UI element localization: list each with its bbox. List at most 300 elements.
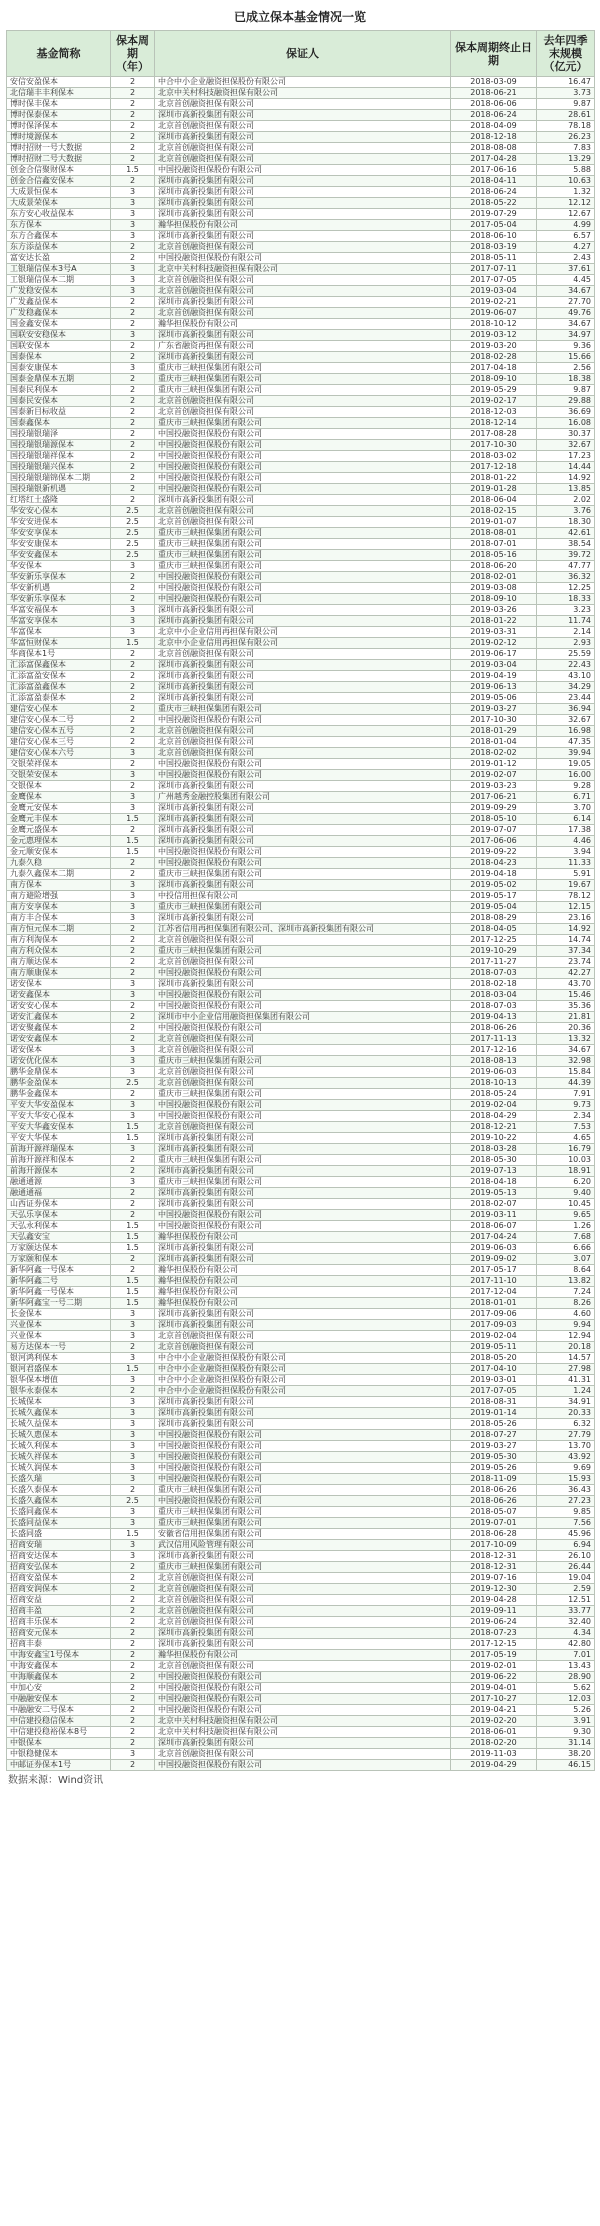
end-date-cell: 2018-03-28 <box>451 1144 537 1155</box>
scale-cell: 2.14 <box>537 627 595 638</box>
scale-cell: 42.80 <box>537 1639 595 1650</box>
scale-cell: 7.56 <box>537 1518 595 1529</box>
guarantor-cell: 安徽省信用担保集团有限公司 <box>155 1529 451 1540</box>
guarantor-cell: 北京中小企业信用再担保有限公司 <box>155 638 451 649</box>
fund-name-cell: 南方保本 <box>7 880 111 891</box>
end-date-cell: 2018-07-23 <box>451 1628 537 1639</box>
scale-cell: 34.67 <box>537 286 595 297</box>
fund-name-cell: 国泰鑫保本 <box>7 418 111 429</box>
period-cell: 1.5 <box>111 847 155 858</box>
guarantor-cell: 重庆市三峡担保集团有限公司 <box>155 704 451 715</box>
scale-cell: 44.39 <box>537 1078 595 1089</box>
period-cell: 3 <box>111 1353 155 1364</box>
table-row <box>7 1639 595 1650</box>
scale-cell: 19.67 <box>537 880 595 891</box>
table-row <box>7 1353 595 1364</box>
fund-name-cell: 国投瑞银瑞锦保本二期 <box>7 473 111 484</box>
period-cell: 2 <box>111 374 155 385</box>
table-row <box>7 1375 595 1386</box>
table-row <box>7 187 595 198</box>
header-end-date: 保本周期终止日期 <box>451 31 537 77</box>
fund-name-cell: 工银瑞信保本3号A <box>7 264 111 275</box>
end-date-cell: 2018-12-21 <box>451 1122 537 1133</box>
guarantor-cell: 重庆市三峡担保集团有限公司 <box>155 1485 451 1496</box>
table-row <box>7 814 595 825</box>
table-row <box>7 759 595 770</box>
period-cell: 2 <box>111 1650 155 1661</box>
scale-cell: 18.38 <box>537 374 595 385</box>
table-row <box>7 1254 595 1265</box>
period-cell: 2 <box>111 1716 155 1727</box>
end-date-cell: 2018-06-24 <box>451 110 537 121</box>
period-cell: 3 <box>111 1045 155 1056</box>
guarantor-cell: 中国投融资担保股份有限公司 <box>155 1100 451 1111</box>
fund-name-cell: 博时招财一号大数据 <box>7 143 111 154</box>
guarantor-cell: 重庆市三峡担保集团有限公司 <box>155 418 451 429</box>
table-row <box>7 561 595 572</box>
scale-cell: 6.32 <box>537 1419 595 1430</box>
scale-cell: 39.94 <box>537 748 595 759</box>
table-row <box>7 396 595 407</box>
guarantor-cell: 中国投融资担保股份有限公司 <box>155 1452 451 1463</box>
fund-name-cell: 华安安进保本 <box>7 517 111 528</box>
end-date-cell: 2019-04-21 <box>451 1705 537 1716</box>
table-row <box>7 341 595 352</box>
period-cell: 1.5 <box>111 638 155 649</box>
scale-cell: 20.18 <box>537 1342 595 1353</box>
period-cell: 2 <box>111 825 155 836</box>
guarantor-cell: 北京首创融资担保有限公司 <box>155 1331 451 1342</box>
period-cell: 3 <box>111 286 155 297</box>
table-row <box>7 1221 595 1232</box>
scale-cell: 34.29 <box>537 682 595 693</box>
guarantor-cell: 深圳市高新投集团有限公司 <box>155 1133 451 1144</box>
scale-cell: 23.44 <box>537 693 595 704</box>
scale-cell: 33.77 <box>537 1606 595 1617</box>
period-cell: 2 <box>111 462 155 473</box>
table-row <box>7 1144 595 1155</box>
guarantor-cell: 重庆市三峡担保集团有限公司 <box>155 902 451 913</box>
guarantor-cell: 北京首创融资担保有限公司 <box>155 1045 451 1056</box>
period-cell: 3 <box>111 1100 155 1111</box>
guarantor-cell: 深圳市高新投集团有限公司 <box>155 1188 451 1199</box>
fund-name-cell: 汇添富盈泰保本 <box>7 693 111 704</box>
fund-name-cell: 交银荣安保本 <box>7 770 111 781</box>
end-date-cell: 2019-03-04 <box>451 660 537 671</box>
end-date-cell: 2019-03-01 <box>451 1375 537 1386</box>
end-date-cell: 2018-10-13 <box>451 1078 537 1089</box>
end-date-cell: 2019-01-07 <box>451 517 537 528</box>
period-cell: 3 <box>111 1111 155 1122</box>
guarantor-cell: 中国投融资担保股份有限公司 <box>155 759 451 770</box>
guarantor-cell: 中国投融资担保股份有限公司 <box>155 1760 451 1771</box>
guarantor-cell: 北京首创融资担保有限公司 <box>155 1067 451 1078</box>
end-date-cell: 2019-02-01 <box>451 1661 537 1672</box>
scale-cell: 3.23 <box>537 605 595 616</box>
guarantor-cell: 中国投融资担保股份有限公司 <box>155 1705 451 1716</box>
table-row <box>7 1507 595 1518</box>
period-cell: 3 <box>111 330 155 341</box>
end-date-cell: 2019-01-14 <box>451 1408 537 1419</box>
table-row <box>7 407 595 418</box>
scale-cell: 12.94 <box>537 1331 595 1342</box>
end-date-cell: 2019-02-17 <box>451 396 537 407</box>
table-title: 已成立保本基金情况一览 <box>233 10 366 24</box>
end-date-cell: 2018-10-12 <box>451 319 537 330</box>
guarantor-cell: 北京中关村科技融资担保有限公司 <box>155 88 451 99</box>
scale-cell: 38.54 <box>537 539 595 550</box>
guarantor-cell: 中国投融资担保股份有限公司 <box>155 968 451 979</box>
end-date-cell: 2019-04-13 <box>451 1012 537 1023</box>
fund-name-cell: 北信瑞丰丰利保本 <box>7 88 111 99</box>
table-row <box>7 176 595 187</box>
period-cell: 2 <box>111 88 155 99</box>
guarantor-cell: 重庆市三峡担保集团有限公司 <box>155 385 451 396</box>
fund-name-cell: 国泰民安保本 <box>7 396 111 407</box>
period-cell: 1.5 <box>111 1529 155 1540</box>
fund-name-cell: 中海安鑫宝1号保本 <box>7 1650 111 1661</box>
table-row <box>7 1474 595 1485</box>
end-date-cell: 2019-09-11 <box>451 1606 537 1617</box>
fund-name-cell: 国投瑞银瑞源保本 <box>7 440 111 451</box>
period-cell: 3 <box>111 1408 155 1419</box>
guarantor-cell: 瀚华担保股份有限公司 <box>155 1287 451 1298</box>
scale-cell: 32.40 <box>537 1617 595 1628</box>
guarantor-cell: 北京首创融资担保有限公司 <box>155 726 451 737</box>
scale-cell: 16.00 <box>537 770 595 781</box>
scale-cell: 14.57 <box>537 1353 595 1364</box>
table-row <box>7 1078 595 1089</box>
fund-name-cell: 华富安享保本 <box>7 616 111 627</box>
scale-cell: 4.34 <box>537 1628 595 1639</box>
guarantor-cell: 深圳市高新投集团有限公司 <box>155 682 451 693</box>
guarantor-cell: 深圳市高新投集团有限公司 <box>155 1738 451 1749</box>
table-row <box>7 594 595 605</box>
scale-cell: 34.67 <box>537 1045 595 1056</box>
scale-cell: 9.85 <box>537 1507 595 1518</box>
fund-name-cell: 国联安安稳保本 <box>7 330 111 341</box>
guarantor-cell: 深圳市高新投集团有限公司 <box>155 1639 451 1650</box>
scale-cell: 7.24 <box>537 1287 595 1298</box>
period-cell: 3 <box>111 1474 155 1485</box>
fund-name-cell: 金鹰元盛保本 <box>7 825 111 836</box>
period-cell: 2 <box>111 308 155 319</box>
fund-name-cell: 诺安优化保本 <box>7 1056 111 1067</box>
guarantor-cell: 重庆市三峡担保集团有限公司 <box>155 561 451 572</box>
table-row <box>7 1738 595 1749</box>
fund-name-cell: 平安大华保本 <box>7 1133 111 1144</box>
scale-cell: 4.45 <box>537 275 595 286</box>
period-cell: 3 <box>111 1375 155 1386</box>
fund-name-cell: 南方丰合保本 <box>7 913 111 924</box>
guarantor-cell: 深圳市高新投集团有限公司 <box>155 297 451 308</box>
scale-cell: 9.40 <box>537 1188 595 1199</box>
period-cell: 2 <box>111 1199 155 1210</box>
period-cell: 2 <box>111 1628 155 1639</box>
guarantor-cell: 北京首创融资担保有限公司 <box>155 1749 451 1760</box>
guarantor-cell: 深圳市高新投集团有限公司 <box>155 1408 451 1419</box>
guarantor-cell: 深圳市高新投集团有限公司 <box>155 231 451 242</box>
end-date-cell: 2019-07-29 <box>451 209 537 220</box>
fund-name-cell: 招商丰泰 <box>7 1639 111 1650</box>
period-cell: 1.5 <box>111 165 155 176</box>
table-row <box>7 1760 595 1771</box>
table-row <box>7 1672 595 1683</box>
guarantor-cell: 深圳市高新投集团有限公司 <box>155 979 451 990</box>
scale-cell: 47.77 <box>537 561 595 572</box>
guarantor-cell: 北京首创融资担保有限公司 <box>155 275 451 286</box>
scale-cell: 38.20 <box>537 1749 595 1760</box>
table-row <box>7 1210 595 1221</box>
guarantor-cell: 瀚华担保股份有限公司 <box>155 319 451 330</box>
fund-name-cell: 融通通福 <box>7 1188 111 1199</box>
scale-cell: 12.03 <box>537 1694 595 1705</box>
guarantor-cell: 中国投融资担保股份有限公司 <box>155 583 451 594</box>
end-date-cell: 2019-05-30 <box>451 1452 537 1463</box>
table-row <box>7 1045 595 1056</box>
end-date-cell: 2019-04-29 <box>451 1760 537 1771</box>
period-cell: 2 <box>111 1155 155 1166</box>
period-cell: 2 <box>111 154 155 165</box>
end-date-cell: 2018-06-04 <box>451 495 537 506</box>
guarantor-cell: 北京首创融资担保有限公司 <box>155 121 451 132</box>
scale-cell: 27.98 <box>537 1364 595 1375</box>
scale-cell: 11.33 <box>537 858 595 869</box>
table-row <box>7 616 595 627</box>
table-row <box>7 660 595 671</box>
scale-cell: 27.23 <box>537 1496 595 1507</box>
end-date-cell: 2019-05-02 <box>451 880 537 891</box>
fund-name-cell: 鹏华金鼎保本 <box>7 1067 111 1078</box>
scale-cell: 14.44 <box>537 462 595 473</box>
period-cell: 2 <box>111 869 155 880</box>
end-date-cell: 2019-03-11 <box>451 1210 537 1221</box>
guarantor-cell: 重庆市三峡担保集团有限公司 <box>155 869 451 880</box>
table-row <box>7 242 595 253</box>
guarantor-cell: 广州越秀金融控股集团有限公司 <box>155 792 451 803</box>
scale-cell: 2.56 <box>537 363 595 374</box>
fund-name-cell: 华安安享保本 <box>7 528 111 539</box>
fund-name-cell: 天弘永利保本 <box>7 1221 111 1232</box>
guarantor-cell: 深圳市高新投集团有限公司 <box>155 1199 451 1210</box>
guarantor-cell: 深圳市高新投集团有限公司 <box>155 825 451 836</box>
table-row <box>7 1276 595 1287</box>
guarantor-cell: 重庆市三峡担保集团有限公司 <box>155 363 451 374</box>
end-date-cell: 2017-04-18 <box>451 363 537 374</box>
period-cell: 2 <box>111 968 155 979</box>
end-date-cell: 2018-05-30 <box>451 1155 537 1166</box>
scale-cell: 3.07 <box>537 1254 595 1265</box>
table-row <box>7 77 595 88</box>
guarantor-cell: 深圳市高新投集团有限公司 <box>155 495 451 506</box>
scale-cell: 15.84 <box>537 1067 595 1078</box>
period-cell: 2 <box>111 396 155 407</box>
end-date-cell: 2019-02-12 <box>451 638 537 649</box>
fund-name-cell: 国金鑫安保本 <box>7 319 111 330</box>
end-date-cell: 2018-04-09 <box>451 121 537 132</box>
fund-name-cell: 中银保本 <box>7 1738 111 1749</box>
fund-name-cell: 前海开源祥瑞保本 <box>7 1144 111 1155</box>
table-row <box>7 1705 595 1716</box>
guarantor-cell: 中国投融资担保股份有限公司 <box>155 1023 451 1034</box>
period-cell: 2 <box>111 1760 155 1771</box>
scale-cell: 13.70 <box>537 1441 595 1452</box>
guarantor-cell: 深圳市高新投集团有限公司 <box>155 660 451 671</box>
fund-name-cell: 国泰安康保本 <box>7 363 111 374</box>
fund-name-cell: 中海顺鑫保本 <box>7 1672 111 1683</box>
period-cell: 2 <box>111 418 155 429</box>
guarantor-cell: 重庆市三峡担保集团有限公司 <box>155 946 451 957</box>
fund-name-cell: 华安新乐享保本 <box>7 572 111 583</box>
period-cell: 2 <box>111 1606 155 1617</box>
scale-cell: 9.30 <box>537 1727 595 1738</box>
end-date-cell: 2018-08-31 <box>451 1397 537 1408</box>
period-cell: 3 <box>111 1551 155 1562</box>
guarantor-cell: 北京首创融资担保有限公司 <box>155 748 451 759</box>
guarantor-cell: 深圳市高新投集团有限公司 <box>155 1628 451 1639</box>
scale-cell: 9.87 <box>537 99 595 110</box>
end-date-cell: 2018-08-29 <box>451 913 537 924</box>
end-date-cell: 2018-02-15 <box>451 506 537 517</box>
period-cell: 1.5 <box>111 1232 155 1243</box>
fund-name-cell: 华安安心保本 <box>7 506 111 517</box>
scale-cell: 5.88 <box>537 165 595 176</box>
table-row <box>7 1364 595 1375</box>
guarantor-cell: 中国投融资担保股份有限公司 <box>155 484 451 495</box>
guarantor-cell: 重庆市三峡担保集团有限公司 <box>155 1089 451 1100</box>
end-date-cell: 2018-05-16 <box>451 550 537 561</box>
guarantor-cell: 重庆市三峡担保集团有限公司 <box>155 550 451 561</box>
scale-cell: 36.94 <box>537 704 595 715</box>
period-cell: 2 <box>111 1188 155 1199</box>
guarantor-cell: 广东省融资再担保有限公司 <box>155 341 451 352</box>
fund-name-cell: 南方避险增强 <box>7 891 111 902</box>
fund-name-cell: 万家颐达保本 <box>7 1243 111 1254</box>
end-date-cell: 2017-07-05 <box>451 275 537 286</box>
end-date-cell: 2018-08-01 <box>451 528 537 539</box>
table-row <box>7 220 595 231</box>
fund-name-cell: 国泰保本 <box>7 352 111 363</box>
period-cell: 3 <box>111 880 155 891</box>
end-date-cell: 2018-07-01 <box>451 539 537 550</box>
table-row <box>7 1628 595 1639</box>
end-date-cell: 2019-03-20 <box>451 341 537 352</box>
guarantor-cell: 中国投融资担保股份有限公司 <box>155 1474 451 1485</box>
end-date-cell: 2017-10-30 <box>451 440 537 451</box>
guarantor-cell: 北京首创融资担保有限公司 <box>155 99 451 110</box>
table-row <box>7 264 595 275</box>
period-cell: 1.5 <box>111 1221 155 1232</box>
fund-name-cell: 天弘鑫安宝 <box>7 1232 111 1243</box>
table-row <box>7 627 595 638</box>
end-date-cell: 2018-01-22 <box>451 473 537 484</box>
end-date-cell: 2019-04-28 <box>451 1595 537 1606</box>
table-row <box>7 1562 595 1573</box>
table-row <box>7 1650 595 1661</box>
fund-name-cell: 中融融安保本 <box>7 1694 111 1705</box>
scale-cell: 2.93 <box>537 638 595 649</box>
guarantor-cell: 北京首创融资担保有限公司 <box>155 1342 451 1353</box>
period-cell: 2 <box>111 297 155 308</box>
guarantor-cell: 北京首创融资担保有限公司 <box>155 396 451 407</box>
guarantor-cell: 中国投融资担保股份有限公司 <box>155 715 451 726</box>
fund-name-cell: 诺安鑫保本 <box>7 990 111 1001</box>
fund-name-cell: 天弘乐享保本 <box>7 1210 111 1221</box>
fund-name-cell: 广发鑫益保本 <box>7 297 111 308</box>
scale-cell: 6.57 <box>537 231 595 242</box>
period-cell: 2.5 <box>111 539 155 550</box>
period-cell: 2 <box>111 715 155 726</box>
end-date-cell: 2019-06-03 <box>451 1243 537 1254</box>
fund-name-cell: 中银稳健保本 <box>7 1749 111 1760</box>
guarantor-cell: 北京首创融资担保有限公司 <box>155 1661 451 1672</box>
end-date-cell: 2018-11-09 <box>451 1474 537 1485</box>
table-row <box>7 924 595 935</box>
scale-cell: 19.04 <box>537 1573 595 1584</box>
period-cell: 2 <box>111 1694 155 1705</box>
table-row <box>7 550 595 561</box>
table-row <box>7 836 595 847</box>
end-date-cell: 2018-04-11 <box>451 176 537 187</box>
fund-name-cell: 新华阿鑫二号 <box>7 1276 111 1287</box>
table-row <box>7 297 595 308</box>
table-row <box>7 1683 595 1694</box>
period-cell: 3 <box>111 209 155 220</box>
fund-name-cell: 博时保泽保本 <box>7 121 111 132</box>
table-row <box>7 957 595 968</box>
guarantor-cell: 北京首创融资担保有限公司 <box>155 517 451 528</box>
guarantor-cell: 深圳市高新投集团有限公司 <box>155 1320 451 1331</box>
fund-name-cell: 招商安益 <box>7 1595 111 1606</box>
table-row <box>7 330 595 341</box>
table-row <box>7 1386 595 1397</box>
fund-name-cell: 中邮证券保本1号 <box>7 1760 111 1771</box>
scale-cell: 27.79 <box>537 1430 595 1441</box>
fund-name-cell: 长城久益保本 <box>7 1419 111 1430</box>
table-row <box>7 110 595 121</box>
fund-name-cell: 诺安聚鑫保本 <box>7 1023 111 1034</box>
guarantor-cell: 深圳市高新投集团有限公司 <box>155 803 451 814</box>
scale-cell: 4.27 <box>537 242 595 253</box>
guarantor-cell: 北京首创融资担保有限公司 <box>155 649 451 660</box>
end-date-cell: 2019-09-29 <box>451 803 537 814</box>
table-row <box>7 825 595 836</box>
scale-cell: 7.91 <box>537 1089 595 1100</box>
period-cell: 3 <box>111 902 155 913</box>
guarantor-cell: 深圳市高新投集团有限公司 <box>155 1254 451 1265</box>
guarantor-cell: 深圳市高新投集团有限公司 <box>155 209 451 220</box>
fund-name-cell: 招商丰乐保本 <box>7 1617 111 1628</box>
scale-cell: 47.35 <box>537 737 595 748</box>
period-cell: 3 <box>111 990 155 1001</box>
end-date-cell: 2018-06-28 <box>451 1529 537 1540</box>
end-date-cell: 2018-02-28 <box>451 352 537 363</box>
period-cell: 2 <box>111 1210 155 1221</box>
guarantor-cell: 瀚华担保股份有限公司 <box>155 220 451 231</box>
fund-name-cell: 长城久祥保本 <box>7 1452 111 1463</box>
period-cell: 3 <box>111 605 155 616</box>
fund-name-cell: 创金合信聚财保本 <box>7 165 111 176</box>
end-date-cell: 2019-03-26 <box>451 605 537 616</box>
end-date-cell: 2017-04-24 <box>451 1232 537 1243</box>
fund-name-cell: 招商安润保本 <box>7 1584 111 1595</box>
period-cell: 2 <box>111 1012 155 1023</box>
period-cell: 1.5 <box>111 1276 155 1287</box>
end-date-cell: 2018-01-29 <box>451 726 537 737</box>
period-cell: 2 <box>111 1705 155 1716</box>
fund-name-cell: 长城久惠保本 <box>7 1430 111 1441</box>
scale-cell: 8.64 <box>537 1265 595 1276</box>
